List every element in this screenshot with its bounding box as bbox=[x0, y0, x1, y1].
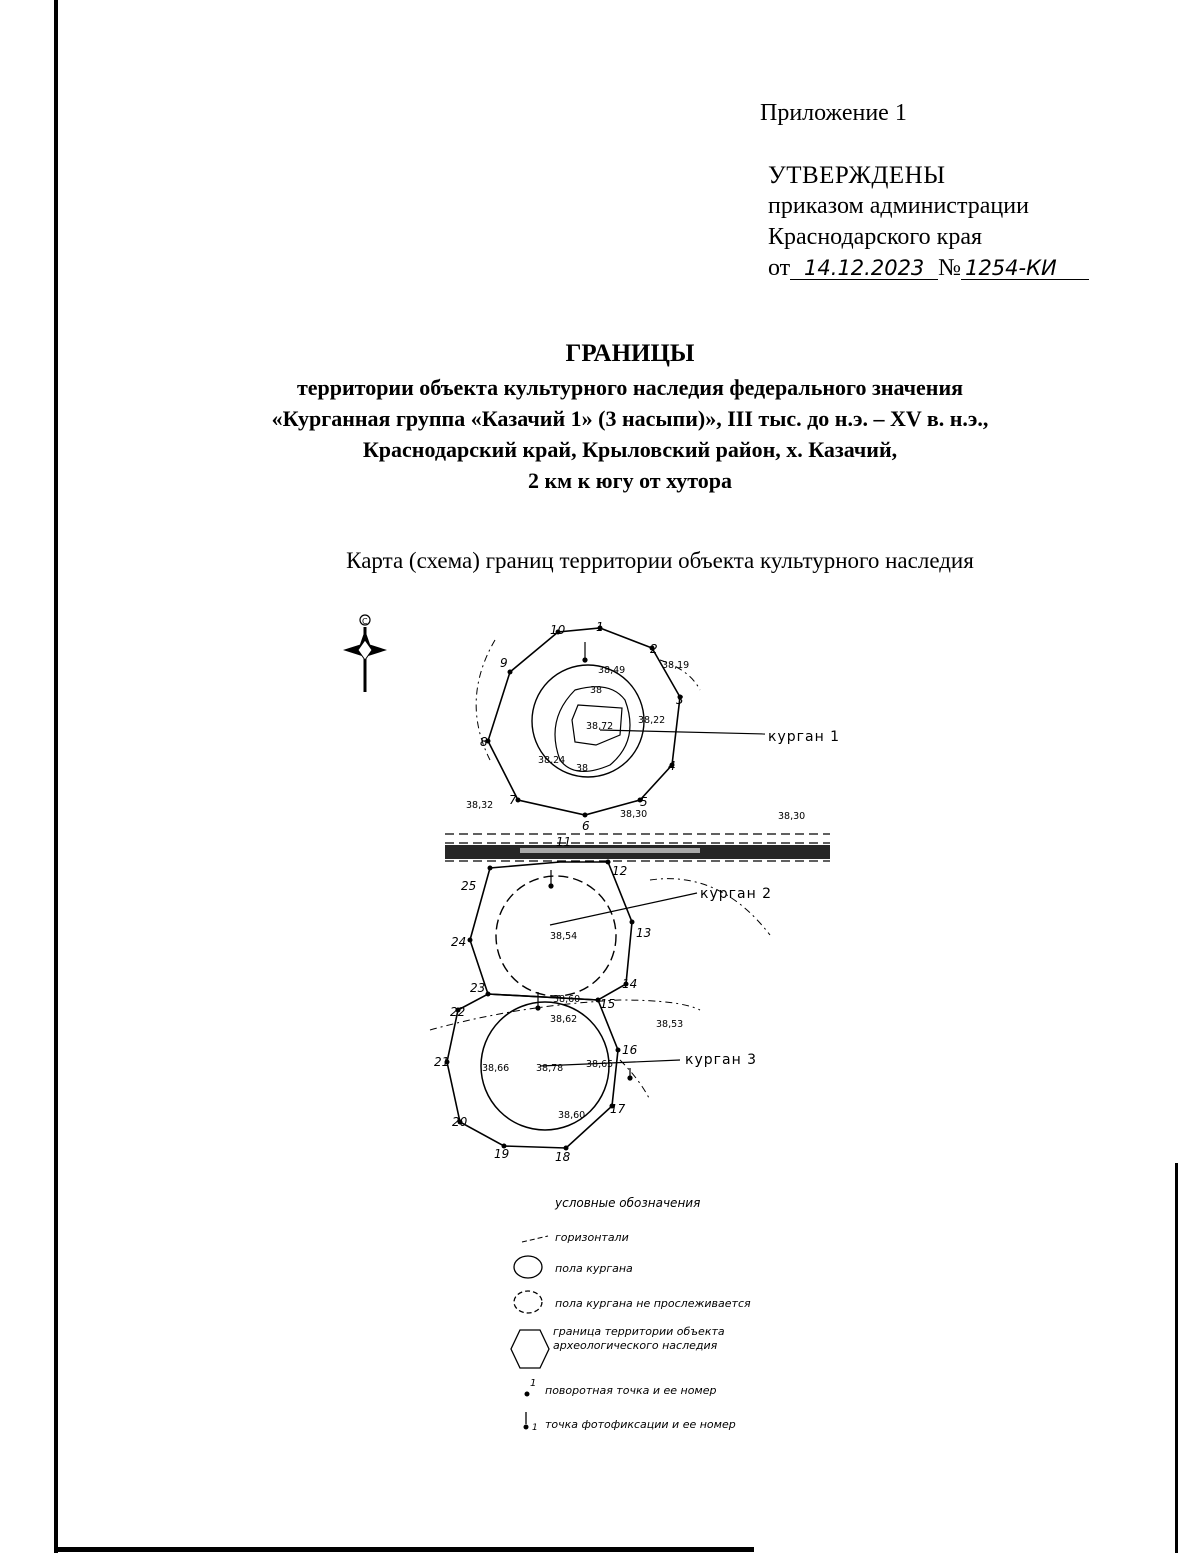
number-handwritten: 1254-КИ bbox=[961, 257, 1089, 280]
svg-text:1: 1 bbox=[532, 1423, 538, 1433]
svg-text:38,62: 38,62 bbox=[550, 1014, 578, 1025]
svg-text:22: 22 bbox=[450, 1005, 466, 1019]
approved-by-line1: приказом администрации bbox=[768, 193, 1029, 219]
svg-text:38,19: 38,19 bbox=[662, 660, 690, 671]
svg-text:38,22: 38,22 bbox=[638, 715, 666, 726]
approved-by-line2: Краснодарского края bbox=[768, 224, 983, 250]
svg-text:38: 38 bbox=[590, 685, 603, 696]
svg-text:23: 23 bbox=[470, 981, 486, 995]
svg-text:13: 13 bbox=[636, 926, 652, 940]
svg-text:5: 5 bbox=[640, 795, 648, 809]
mound-floor-untraced-icon bbox=[514, 1291, 542, 1313]
road-band bbox=[445, 834, 830, 861]
svg-text:38,53: 38,53 bbox=[656, 1019, 684, 1030]
svg-text:9: 9 bbox=[500, 656, 508, 670]
svg-text:38,32: 38,32 bbox=[466, 800, 494, 811]
svg-text:11: 11 bbox=[556, 835, 572, 849]
mound-labels bbox=[685, 729, 840, 1068]
svg-text:38,72: 38,72 bbox=[586, 721, 614, 732]
heading-line2: «Курганная группа «Казачий 1» (3 насыпи)», III тыс. до н.э. – XV в. н.э., bbox=[271, 406, 989, 431]
svg-text:38,60: 38,60 bbox=[553, 994, 581, 1005]
svg-text:21: 21 bbox=[434, 1055, 450, 1069]
svg-text:38,49: 38,49 bbox=[598, 665, 626, 676]
territory-boundary-icon bbox=[511, 1330, 549, 1368]
legend-title: условные обозначения bbox=[555, 1196, 701, 1210]
svg-text:38,65: 38,65 bbox=[586, 1059, 614, 1070]
date-handwritten: 14.12.2023 bbox=[790, 257, 938, 280]
svg-text:38: 38 bbox=[576, 763, 589, 774]
map-caption: Карта (схема) границ территории объекта культурного наследия bbox=[346, 548, 974, 573]
legend-label-territory: граница территории объекта археологического наследия bbox=[553, 1325, 725, 1352]
svg-text:18: 18 bbox=[555, 1150, 571, 1164]
north-label: С bbox=[362, 617, 368, 626]
photo-point-icon bbox=[524, 1412, 538, 1433]
contour-line-icon bbox=[522, 1236, 548, 1242]
boundary-point-numbers bbox=[434, 620, 684, 1164]
svg-text:1: 1 bbox=[530, 1378, 537, 1389]
svg-text:4: 4 bbox=[668, 759, 676, 773]
mound-2 bbox=[470, 862, 697, 1000]
heading-line4: 2 км к югу от хутора bbox=[527, 468, 733, 493]
svg-text:1: 1 bbox=[596, 620, 604, 634]
heading-line3: Краснодарский край, Крыловский район, х. Казачий, bbox=[362, 437, 898, 462]
svg-text:7: 7 bbox=[509, 793, 517, 807]
svg-text:38,24: 38,24 bbox=[538, 755, 566, 766]
annex-label: Приложение 1 bbox=[760, 100, 907, 126]
mound-floor-icon bbox=[514, 1256, 542, 1278]
mound-3-label: курган 3 bbox=[685, 1052, 758, 1068]
svg-text:20: 20 bbox=[452, 1115, 468, 1129]
svg-text:38,60: 38,60 bbox=[558, 1110, 586, 1121]
date-prefix: от bbox=[768, 255, 791, 281]
svg-text:8: 8 bbox=[480, 735, 488, 749]
svg-text:25: 25 bbox=[461, 879, 477, 893]
mound-3-boundary bbox=[447, 994, 618, 1148]
legend bbox=[511, 1196, 783, 1433]
svg-text:17: 17 bbox=[610, 1102, 626, 1116]
svg-text:38,78: 38,78 bbox=[536, 1063, 564, 1074]
svg-text:10: 10 bbox=[550, 623, 566, 637]
turning-point-icon bbox=[525, 1378, 537, 1397]
svg-text:16: 16 bbox=[622, 1043, 638, 1057]
heading-title: ГРАНИЦЫ bbox=[565, 340, 695, 367]
svg-text:38,30: 38,30 bbox=[620, 809, 648, 820]
svg-text:2: 2 bbox=[650, 642, 658, 656]
svg-text:6: 6 bbox=[582, 819, 590, 833]
legend-label-photo-point: точка фотофиксации и ее номер bbox=[545, 1418, 736, 1431]
svg-text:24: 24 bbox=[451, 935, 467, 949]
svg-text:38,54: 38,54 bbox=[550, 931, 578, 942]
svg-text:14: 14 bbox=[622, 977, 638, 991]
mound-1 bbox=[488, 628, 765, 815]
heading-line1: территории объекта культурного наследия федерального значения bbox=[296, 375, 964, 400]
legend-label-mound-untraced: пола кургана не прослеживается bbox=[555, 1297, 751, 1310]
mound-2-label: курган 2 bbox=[700, 886, 773, 902]
contour-lines bbox=[430, 640, 773, 1100]
legend-label-mound-floor: пола кургана bbox=[555, 1262, 633, 1275]
legend-label-turning-point: поворотная точка и ее номер bbox=[545, 1384, 717, 1397]
approved-title: УТВЕРЖДЕНЫ bbox=[768, 162, 946, 189]
svg-text:38,30: 38,30 bbox=[778, 811, 806, 822]
north-arrow-icon bbox=[343, 615, 387, 692]
number-prefix: № bbox=[938, 255, 962, 281]
svg-text:38,66: 38,66 bbox=[482, 1063, 510, 1074]
legend-label-contours: горизонтали bbox=[555, 1231, 629, 1244]
mound-1-label: курган 1 bbox=[768, 729, 841, 745]
svg-text:15: 15 bbox=[600, 997, 616, 1011]
svg-text:12: 12 bbox=[612, 864, 628, 878]
svg-text:3: 3 bbox=[676, 693, 684, 707]
svg-text:19: 19 bbox=[494, 1147, 510, 1161]
